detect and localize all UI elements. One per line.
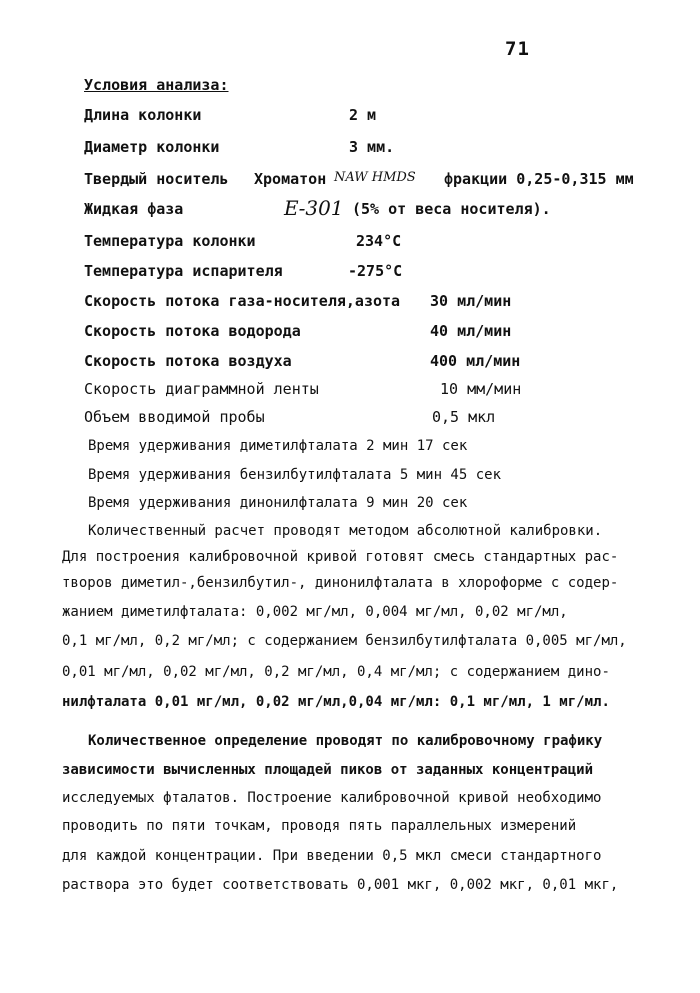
value-column-length: 2 м xyxy=(349,106,377,124)
value-sample-volume: 0,5 мкл xyxy=(432,408,496,426)
label-liquid-phase: Жидкая фаза xyxy=(84,200,184,218)
value-hydrogen-flow: 40 мл/мин xyxy=(430,322,512,340)
label-carrier-gas-flow: Скорость потока газа-носителя,азота xyxy=(84,292,401,310)
paragraph2-line: зависимости вычисленных площадей пиков от заданных концентраций xyxy=(62,762,594,778)
value-column-temperature: 234°С xyxy=(356,232,402,250)
label-column-length: Длина колонки xyxy=(84,106,202,124)
retention-benzylbutyl: Время удерживания бензилбутилфталата 5 мин 45 сек xyxy=(88,467,502,483)
label-chart-speed: Скорость диаграммной ленты xyxy=(84,380,319,398)
retention-dimethyl: Время удерживания диметилфталата 2 мин 17 сек xyxy=(88,438,468,454)
paragraph2-line: Количественное определение проводят по калибровочному графику xyxy=(88,733,603,749)
paragraph2-line: исследуемых фталатов. Построение калибровочной кривой необходимо xyxy=(62,790,602,806)
value-chart-speed: 10 мм/мин xyxy=(440,380,522,398)
paragraph1-line: Количественный расчет проводят методом абсолютной калибровки. xyxy=(88,523,603,539)
value-column-diameter: 3 мм. xyxy=(349,138,395,156)
paragraph1-line: нилфталата 0,01 мг/мл, 0,02 мг/мл,0,04 мг/мл: 0,1 мг/мл, 1 мг/мл. xyxy=(62,694,610,710)
paragraph2-line: раствора это будет соответствовать 0,001 мкг, 0,002 мкг, 0,01 мкг, xyxy=(62,877,619,893)
label-hydrogen-flow: Скорость потока водорода xyxy=(84,322,301,340)
value-liquid-phase: (5% от веса носителя). xyxy=(352,200,551,218)
value-air-flow: 400 мл/мин xyxy=(430,352,521,370)
label-solid-carrier: Твердый носитель xyxy=(84,170,229,188)
retention-dinonyl: Время удерживания динонилфталата 9 мин 20 сек xyxy=(88,495,468,511)
value-evaporator-temperature: -275°С xyxy=(348,262,403,280)
label-column-temperature: Температура колонки xyxy=(84,232,256,250)
paragraph1-line: 0,01 мг/мл, 0,02 мг/мл, 0,2 мг/мл, 0,4 мг/мл; с содержанием дино- xyxy=(62,664,610,680)
handwritten-carrier-grade: NAW HMDS xyxy=(334,170,416,185)
value-solid-carrier: Хроматон xyxy=(254,170,327,188)
paragraph2-line: проводить по пяти точкам, проводя пять параллельных измерений xyxy=(62,818,577,834)
label-evaporator-temperature: Температура испарителя xyxy=(84,262,283,280)
value-carrier-fraction: фракции 0,25-0,315 мм xyxy=(444,170,634,188)
conditions-heading: Условия анализа: xyxy=(84,76,229,94)
label-sample-volume: Объем вводимой пробы xyxy=(84,408,265,426)
paragraph2-line: для каждой концентрации. При введении 0,5 мкл смеси стандартного xyxy=(62,848,602,864)
paragraph1-line: жанием диметилфталата: 0,002 мг/мл, 0,004 мг/мл, 0,02 мг/мл, xyxy=(62,604,568,620)
paragraph1-line: 0,1 мг/мл, 0,2 мг/мл; с содержанием бензилбутилфталата 0,005 мг/мл, xyxy=(62,633,627,649)
label-air-flow: Скорость потока воздуха xyxy=(84,352,292,370)
handwritten-liquid-phase: Е-301 xyxy=(284,196,344,220)
label-column-diameter: Диаметр колонки xyxy=(84,138,220,156)
paragraph1-line: Для построения калибровочной кривой готовят смесь стандартных рас- xyxy=(62,549,619,565)
page-number: 71 xyxy=(505,38,530,60)
paragraph1-line: творов диметил-,бензилбутил-, динонилфталата в хлороформе с содер- xyxy=(62,575,619,591)
value-carrier-gas-flow: 30 мл/мин xyxy=(430,292,512,310)
